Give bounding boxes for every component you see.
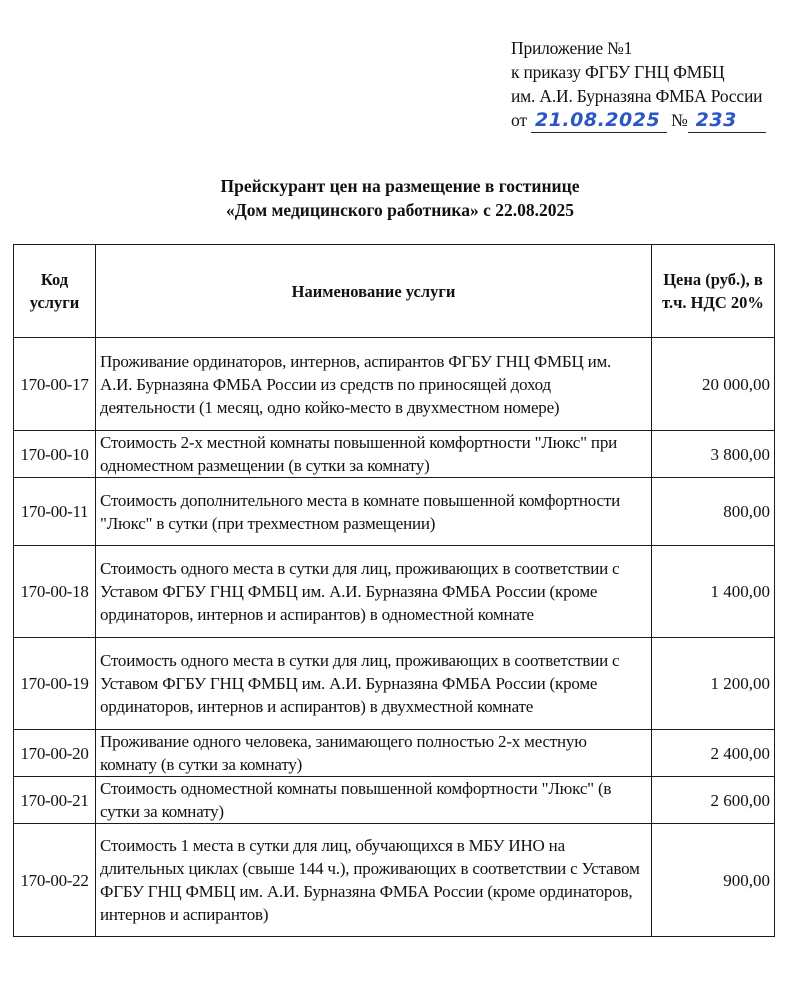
service-name: Проживание одного человека, занимающего полностью 2-х местную комнату (в сутки за комнату): [96, 730, 652, 777]
annex-line-3: им. А.И. Бурназяна ФМБА России: [511, 86, 763, 106]
table-row: [14, 638, 775, 730]
service-code: 170-00-20: [14, 730, 96, 777]
service-name: Стоимость одного места в сутки для лиц, проживающих в соответствии с Уставом ФГБУ ГНЦ ФМБЦ им. А.И. Бурназяна ФМБА России (кроме ординаторов, интернов и аспирантов) в двухместной комнате: [96, 638, 652, 730]
annex-line-2: к приказу ФГБУ ГНЦ ФМБЦ: [511, 62, 725, 82]
service-price: 1 200,00: [652, 638, 775, 730]
table-row: [14, 338, 775, 431]
service-name: Стоимость дополнительного места в комнате повышенной комфортности "Люкс" в сутки (при трехместном размещении): [96, 478, 652, 546]
annex-line-1: Приложение №1: [511, 38, 633, 58]
document-title: [0, 174, 800, 222]
service-code: 170-00-17: [14, 338, 96, 431]
handwritten-date: 21.08.2025: [531, 108, 667, 133]
service-price: 20 000,00: [652, 338, 775, 431]
table-row: [14, 546, 775, 638]
service-code: 170-00-21: [14, 777, 96, 824]
service-code: 170-00-18: [14, 546, 96, 638]
table-row: [14, 478, 775, 546]
header-name: Наименование услуги: [96, 245, 652, 338]
title-line-1: Прейскурант цен на размещение в гостинице: [220, 176, 580, 196]
service-price: 2 400,00: [652, 730, 775, 777]
date-prefix: от: [511, 110, 527, 130]
service-name: Стоимость 1 места в сутки для лиц, обучающихся в МБУ ИНО на длительных циклах (свыше 144 ч.), проживающих в соответствии с Уставом ФГБУ ГНЦ ФМБЦ им. А.И. Бурназяна ФМБА России (кроме ординаторов, интернов и аспирантов): [96, 824, 652, 937]
service-code: 170-00-22: [14, 824, 96, 937]
service-name: Стоимость одноместной комнаты повышенной комфортности "Люкс" (в сутки за комнату): [96, 777, 652, 824]
title-line-2: «Дом медицинского работника» с 22.08.2025: [225, 200, 575, 220]
service-price: 1 400,00: [652, 546, 775, 638]
header-price: Цена (руб.), в т.ч. НДС 20%: [652, 245, 775, 338]
table-row: [14, 777, 775, 824]
table-row: [14, 431, 775, 478]
service-name: Проживание ординаторов, интернов, аспирантов ФГБУ ГНЦ ФМБЦ им. А.И. Бурназяна ФМБА России из средств по приносящей доход деятельности (1 месяц, одно койко-место в двухместном номере): [96, 338, 652, 431]
annex-date-line: [511, 108, 766, 133]
service-code: 170-00-19: [14, 638, 96, 730]
table-row: [14, 824, 775, 937]
service-code: 170-00-11: [14, 478, 96, 546]
price-list-table: [13, 244, 775, 937]
number-prefix: №: [671, 110, 688, 130]
service-price: 900,00: [652, 824, 775, 937]
service-name: Стоимость 2-х местной комнаты повышенной комфортности "Люкс" при одноместном размещении (в сутки за комнату): [96, 431, 652, 478]
table-row: [14, 730, 775, 777]
annex-header: [511, 36, 766, 133]
service-price: 800,00: [652, 478, 775, 546]
service-name: Стоимость одного места в сутки для лиц, проживающих в соответствии с Уставом ФГБУ ГНЦ ФМБЦ им. А.И. Бурназяна ФМБА России (кроме ординаторов, интернов и аспирантов) в одноместной комнате: [96, 546, 652, 638]
header-code: Код услуги: [14, 245, 96, 338]
table-header-row: [14, 245, 775, 338]
service-code: 170-00-10: [14, 431, 96, 478]
handwritten-order-number: 233: [688, 108, 766, 133]
service-price: 2 600,00: [652, 777, 775, 824]
service-price: 3 800,00: [652, 431, 775, 478]
